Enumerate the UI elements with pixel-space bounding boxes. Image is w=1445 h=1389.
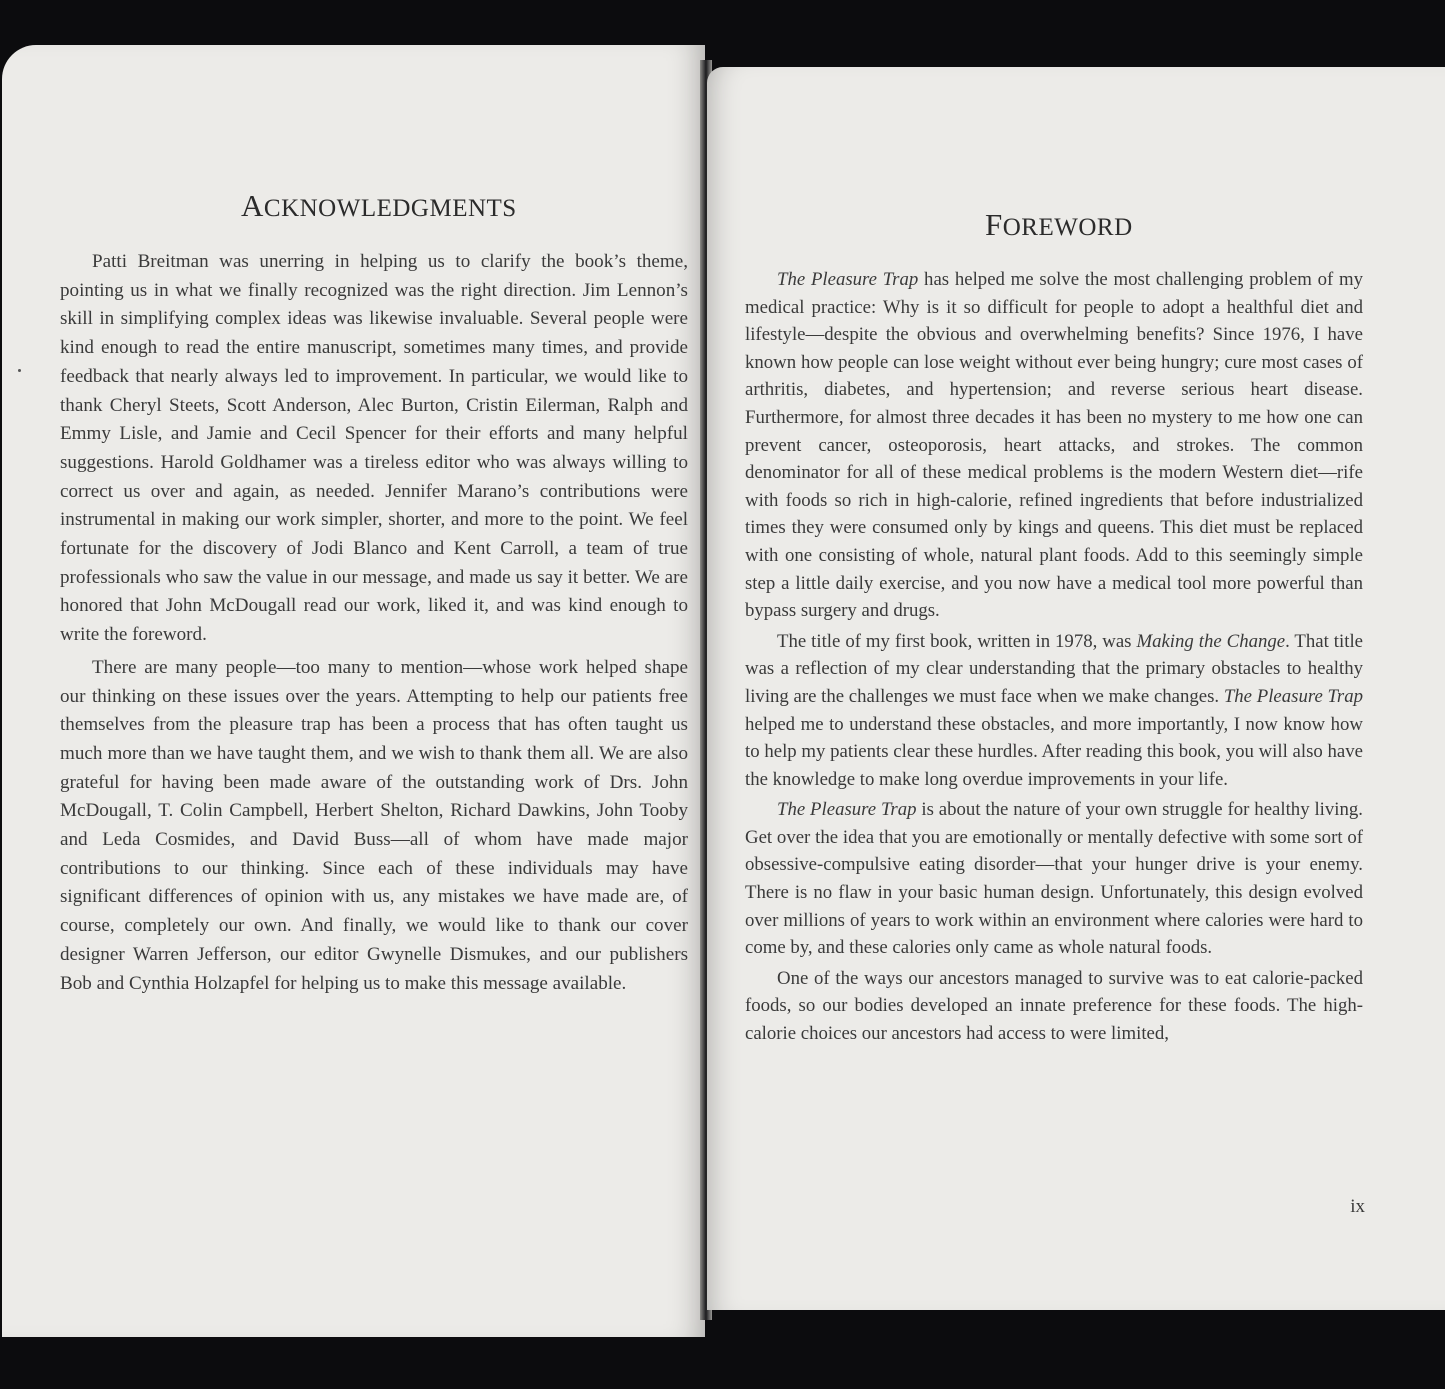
- paragraph: [745, 266, 1363, 625]
- acknowledgments-title: [241, 188, 517, 224]
- title-initial: A: [241, 188, 264, 223]
- page-number: ix: [1350, 1196, 1365, 1217]
- book-title-italic: The Pleasure Trap: [777, 799, 917, 821]
- paragraph: One of the ways our ancestors managed to survive was to eat calorie-packed foods, so our bodies developed an innate preference for these foods. The high-calorie choices our ancestors had access to were limited,: [745, 967, 1363, 1045]
- title-initial: F: [985, 207, 1003, 242]
- paragraph-text: is about the nature of your own struggle for healthy living. Get over the idea that you are emotionally or mentally defective with some sort of obsessive-compulsive eating disorder—that your hunger drive is your enemy. There is no flaw in your basic human design. Unfortunately, this design evolved over millions of years to work within an environment where calories were hard to come by, and these calories only came as whole natural foods.: [745, 799, 1363, 959]
- foreword-title: [985, 207, 1133, 243]
- left-page: [2, 45, 705, 1337]
- book-title-italic: Making the Change: [1136, 630, 1286, 652]
- paragraph: There are many people—too many to mention—whose work helped shape our thinking on these issues over the years. Attempting to help our patients free themselves from the pleasure trap has been a process that has often taught us much more than we have taught them, and we wish to thank them all. We are also grateful for having been made aware of the outstanding work of Drs. John McDougall, T. Colin Campbell, Herbert Shelton, Richard Dawkins, John Tooby and Leda Cosmides, and David Buss—all of whom have made major contributions to our thinking. Since each of these individuals may have significant differences of opinion with us, any mistakes we have made are, of course, completely our own. And finally, we would like to thank our cover designer Warren Jefferson, our editor Gwynelle Dismukes, and our publishers Bob and Cynthia Holzapfel for helping us to make this message available.: [60, 656, 688, 994]
- acknowledgments-body: [60, 248, 688, 1001]
- paragraph: [745, 628, 1363, 794]
- paragraph-text: . That title was a reflection of my clear understanding that the primary obstacles to healthy living are the challenges we must face when we make changes.: [745, 630, 1364, 707]
- paragraph-text: has helped me solve the most challenging problem of my medical practice: Why is it so difficult for people to adopt a healthful diet and lifestyle—despite the obvious and overwhelming benefits? Since 1976, I have known how people can lose weight without ever being hungry; cure most cases of arthritis, diabetes, and hypertension; and reverse serious heart disease. Furthermore, for almost three decades it has been no mystery to me how one can prevent cancer, osteoporosis, heart attacks, and strokes. The common denominator for all of these medical problems is the modern Western diet—rife with foods so rich in high-calorie, refined ingredients that before industrialized times they were consumed only by kings and queens. This diet must be replaced with one consisting of whole, natural plant foods. Add to this seemingly simple step a little daily exercise, and you now have a medical tool more powerful than bypass surgery and drugs.: [745, 269, 1363, 622]
- paragraph: Patti Breitman was unerring in helping us to clarify the book’s theme, pointing us in what we finally recognized was the right direction. Jim Lennon’s skill in simplifying complex ideas was likewise invaluable. Several people were kind enough to read the entire manuscript, sometimes many times, and provide feedback that nearly always led to improvement. In particular, we would like to thank Cheryl Steets, Scott Anderson, Alec Burton, Cristin Eilerman, Ralph and Emmy Lisle, and Jamie and Cecil Spencer for their efforts and many helpful suggestions. Harold Goldhamer was a tireless editor who was always willing to correct us over and again, as needed. Jennifer Marano’s contributions were instrumental in making our work simpler, shorter, and more to the point. We feel fortunate for the discovery of Jodi Blanco and Kent Carroll, a team of true professionals who saw the value in our message, and made us say it better. We are honored that John McDougall read our work, liked it, and was kind enough to write the foreword.: [60, 251, 688, 646]
- foreword-body: [745, 266, 1363, 1051]
- title-rest: OREWORD: [1002, 214, 1133, 241]
- paragraph: [745, 796, 1363, 962]
- right-page: [707, 67, 1445, 1310]
- paper-speck: [18, 369, 21, 372]
- book-title-italic: The Pleasure Trap: [777, 269, 919, 290]
- title-rest: CKNOWLEDGMENTS: [263, 195, 517, 222]
- book-title-italic: The Pleasure Trap: [1223, 685, 1363, 707]
- paragraph-text: helped me to understand these obstacles, and more importantly, I now know how to help my patients clear these hurdles. After reading this book, you will also have the knowledge to make long overdue improvements in your life.: [745, 713, 1363, 790]
- paragraph-text: The title of my first book, written in 1978, was: [777, 630, 1137, 652]
